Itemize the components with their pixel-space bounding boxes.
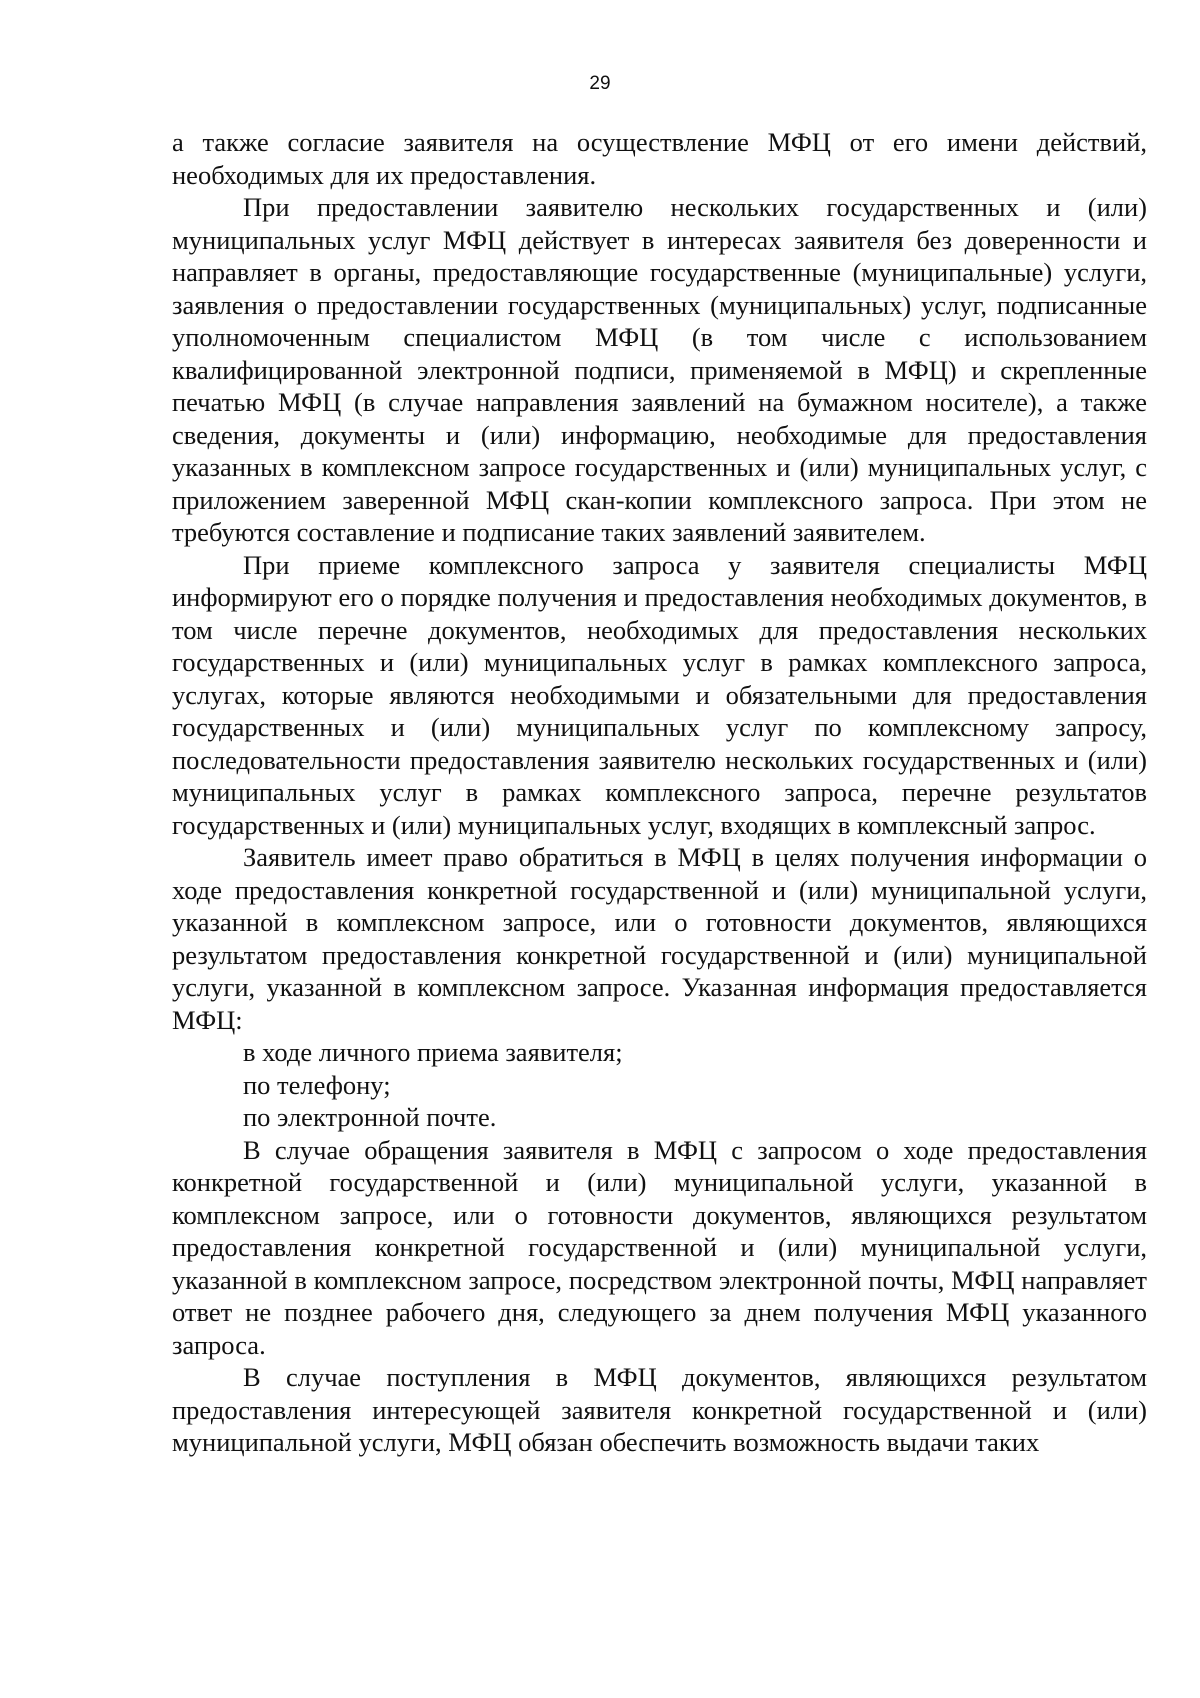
- list-item: по электронной почте.: [243, 1102, 497, 1132]
- page-number: 29: [589, 73, 611, 94]
- paragraph-continuation: а также согласие заявителя на осуществление МФЦ от его имени действий, необходимых для их предоставления.: [172, 127, 1147, 190]
- paragraph: Заявитель имеет право обратиться в МФЦ в целях получения информации о ходе предоставления конкретной государственной и (или) муниципальной услуги, указанной в комплексном запросе, или о готовности документов, являющихся результатом предоставления конкретной государственной и (или) муниципальной услуги, указанной в комплексном запросе. Указанная информация предоставляется МФЦ:: [172, 842, 1147, 1035]
- paragraph: При приеме комплексного запроса у заявителя специалисты МФЦ информируют его о порядке получения и предоставления необходимых документов, в том числе перечне документов, необходимых для предоставления нескольких государственных и (или) муниципальных услуг в рамках комплексного запроса, услугах, которые являются необходимыми и обязательными для предоставления государственных и (или) муниципальных услуг по комплексному запросу, последовательности предоставления заявителю нескольких государственных и (или) муниципальных услуг в рамках комплексного запроса, перечне результатов государственных и (или) муниципальных услуг, входящих в комплексный запрос.: [172, 549, 1147, 840]
- list-item: в ходе личного приема заявителя;: [243, 1037, 623, 1067]
- paragraph: В случае обращения заявителя в МФЦ с запросом о ходе предоставления конкретной государственной и (или) муниципальной услуги, указанной в комплексном запросе, или о готовности документов, являющихся результатом предоставления конкретной государственной и (или) муниципальной услуги, указанной в комплексном запросе, посредством электронной почты, МФЦ направляет ответ не позднее рабочего дня, следующего за днем получения МФЦ указанного запроса.: [172, 1134, 1147, 1360]
- list-item: по телефону;: [243, 1069, 391, 1100]
- paragraph: При предоставлении заявителю нескольких государственных и (или) муниципальных услуг МФЦ действует в интересах заявителя без доверенности и направляет в органы, предоставляющие государственные (муниципальные) услуги, заявления о предоставлении государственных (муниципальных) услуг, подписанные уполномоченным специалистом МФЦ (в том числе с использованием квалифицированной электронной подписи, применяемой в МФЦ) и скрепленные печатью МФЦ (в случае направления заявлений на бумажном носителе), а также сведения, документы и (или) информацию, необходимые для предоставления указанных в комплексном запросе государственных и (или) муниципальных услуг, с приложением заверенной МФЦ скан-копии комплексного запроса. При этом не требуются составление и подписание таких заявлений заявителем.: [172, 192, 1147, 547]
- document-body: [172, 126, 1147, 1459]
- paragraph-truncated: В случае поступления в МФЦ документов, являющихся результатом предоставления интересующей заявителя конкретной государственной и (или) муниципальной услуги, МФЦ обязан обеспечить возможность выдачи таких: [172, 1362, 1147, 1457]
